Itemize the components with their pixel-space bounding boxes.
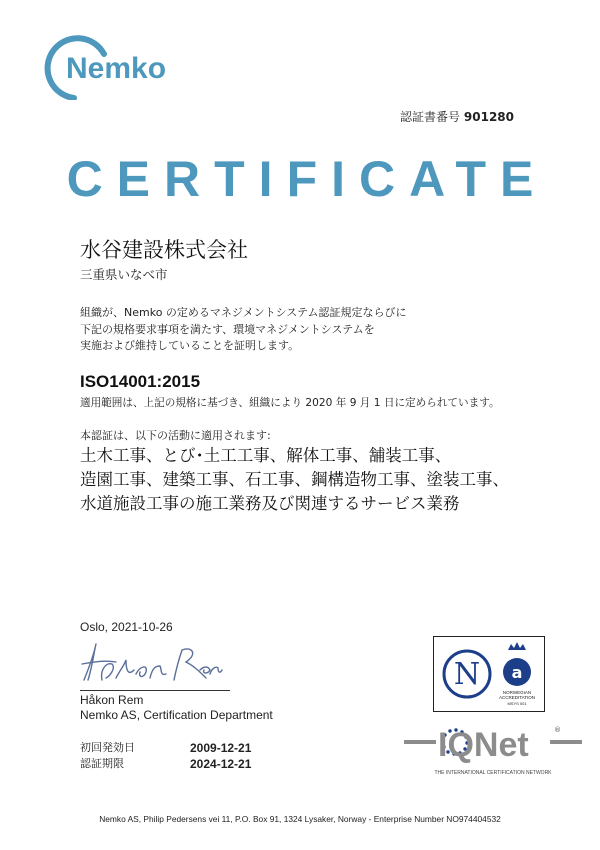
signature-line xyxy=(80,690,230,691)
norwegian-accreditation-logo xyxy=(433,636,545,712)
place-date: Oslo, 2021-10-26 xyxy=(80,620,173,634)
iqnet-subtitle: THE INTERNATIONAL CERTIFICATION NETWORK xyxy=(434,770,552,776)
date-row-initial xyxy=(80,740,251,756)
activity-line: 水道施設工事の施工業務及び関連するサービス業務 xyxy=(80,494,460,513)
validity-dates xyxy=(80,740,251,772)
accreditation-letter: N xyxy=(453,657,481,692)
certificate-number-label: 認証書番号 xyxy=(400,110,461,124)
signer-block xyxy=(80,693,273,723)
certification-statement xyxy=(80,305,540,355)
statement-line: 下記の規格要求事項を満たす、環境マネジメントシステムを xyxy=(80,322,375,336)
activity-line: 土木工事、とび･土工工事、解体工事、舗装工事、 xyxy=(80,446,452,465)
date-label: 初回発効日 xyxy=(80,741,135,754)
standard-name: ISO14001:2015 xyxy=(80,372,201,391)
svg-text:a: a xyxy=(511,663,523,682)
certificate-number-value: 901280 xyxy=(463,110,514,124)
company-city: 三重県いなべ市 xyxy=(80,267,168,282)
statement-line: 実施および維持していることを証明します。 xyxy=(80,339,300,352)
date-value: 2024-12-21 xyxy=(190,757,252,771)
signer-name: Håkon Rem xyxy=(80,693,144,707)
iqnet-logo xyxy=(404,722,582,778)
iqnet-brand: IQNet xyxy=(438,726,529,764)
date-row-expiry xyxy=(80,756,251,772)
date-value: 2009-12-21 xyxy=(190,741,252,755)
activity-line: 造園工事、建築工事、石工事、鋼構造物工事、塗装工事、 xyxy=(80,470,509,489)
signer-department: Nemko AS, Certification Department xyxy=(80,708,273,722)
activities-intro: 本認証は、以下の活動に適用されます: xyxy=(80,429,271,442)
nemko-logo xyxy=(44,34,194,100)
scope-statement: 適用範囲は、上記の規格に基づき、組織により 2020 年 9 月 1 日に定められています。 xyxy=(80,397,500,409)
iqnet-reg: ® xyxy=(554,726,561,734)
certificate-title: CERTIFICATE xyxy=(66,151,548,207)
logo-text: Nemko xyxy=(66,52,167,85)
accreditation-code: MSYS 001 xyxy=(507,701,527,706)
date-label: 認証期限 xyxy=(80,757,124,770)
certificate-number xyxy=(400,108,514,125)
company-name: 水谷建設株式会社 xyxy=(80,238,248,262)
signature xyxy=(76,640,226,686)
footer-address: Nemko AS, Philip Pedersens vei 11, P.O. Box 91, 1324 Lysaker, Norway - Enterprise Number NO974404532 xyxy=(99,814,501,824)
accreditation-text: NORWEGIAN xyxy=(502,690,532,695)
statement-line: 組織が、Nemko の定めるマネジメントシステム認証規定ならびに xyxy=(80,306,407,319)
accreditation-text: ACCREDITATION xyxy=(498,695,536,700)
activities-list xyxy=(80,444,509,516)
